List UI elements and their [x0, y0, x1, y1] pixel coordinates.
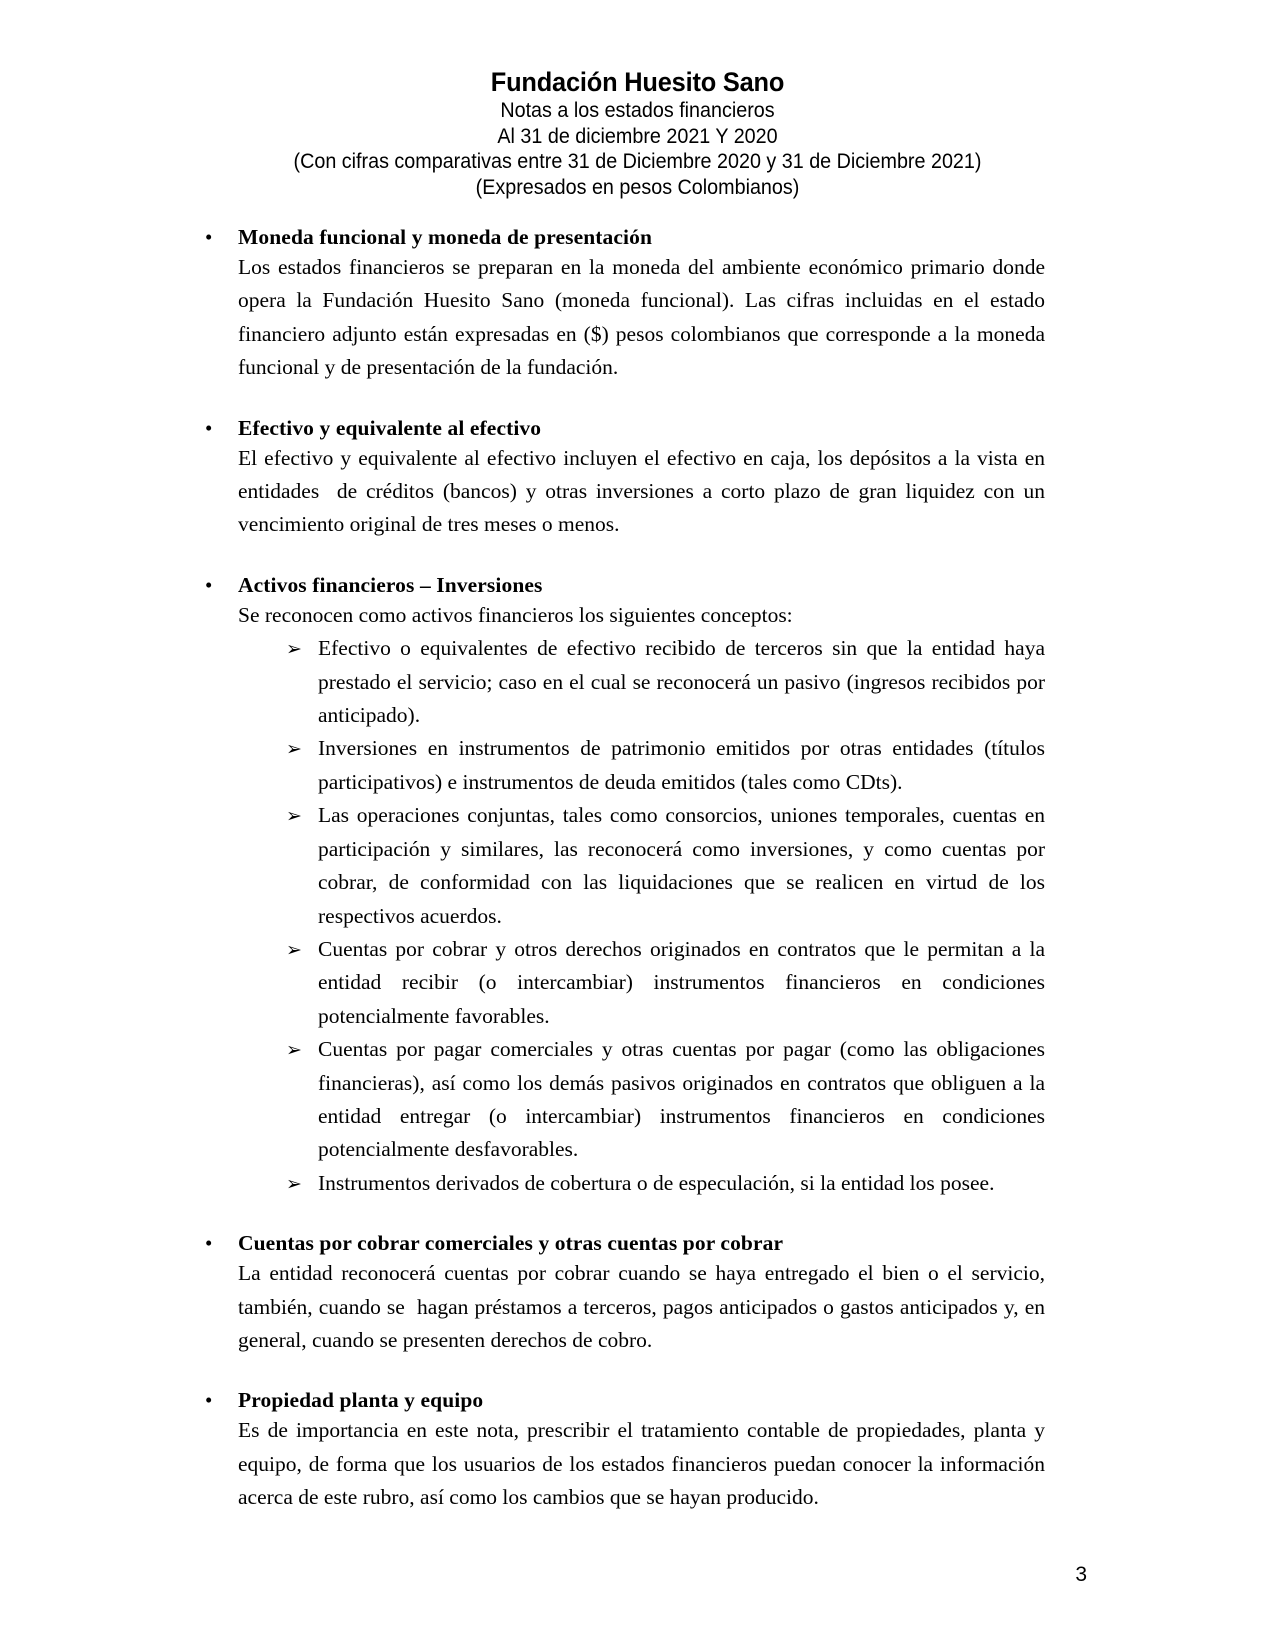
bullet-point-icon: •: [205, 1388, 213, 1413]
bullet-item: [0, 224, 1275, 385]
bullet-point-icon: •: [205, 572, 213, 597]
bullet-point-icon: •: [205, 1231, 213, 1256]
sub-bullet-list: [238, 632, 1051, 1200]
section-heading: Propiedad planta y equipo: [238, 1388, 484, 1413]
arrowhead-bullet-icon: ➢: [286, 1039, 302, 1062]
document-header: [0, 66, 1275, 200]
arrowhead-bullet-icon: ➢: [286, 1172, 302, 1195]
section-efectivo: [0, 415, 1275, 542]
section-heading: Activos financieros – Inversiones: [238, 572, 543, 597]
section-paragraph: Es de importancia en este nota, prescribir el tratamiento contable de propiedades, planta y equipo, de forma que los usuarios de los estados financieros puedan conocer la información acerca de este rubro, así como los cambios que se hayan producido.: [238, 1418, 1051, 1510]
arrowhead-bullet-icon: ➢: [286, 638, 302, 661]
spacer: [0, 385, 1275, 415]
spacer: [0, 1200, 1275, 1230]
bullet-item: [0, 1387, 1275, 1514]
section-paragraph: El efectivo y equivalente al efectivo incluyen el efectivo en caja, los depósitos a la vista en entidades de créditos (bancos) y otras inversiones a corto plazo de gran liquidez con un vencimiento original de tres meses o menos.: [238, 445, 1051, 537]
bullet-item: [0, 1230, 1275, 1357]
sub-bullet-item: [238, 632, 1051, 732]
arrowhead-bullet-icon: ➢: [286, 938, 302, 961]
header-subline-2: Al 31 de diciembre 2021 Y 2020: [497, 124, 778, 148]
sub-bullet-item: [238, 933, 1051, 1033]
spacer: [0, 542, 1275, 572]
section-moneda-funcional: [0, 224, 1275, 385]
header-subline-4: (Expresados en pesos Colombianos): [475, 175, 800, 199]
header-subline-3: (Con cifras comparativas entre 31 de Diciembre 2020 y 31 de Diciembre 2021): [293, 150, 982, 173]
sub-bullet-text: Las operaciones conjuntas, tales como consorcios, uniones temporales, cuentas en participación y similares, las reconocerá como inversiones, y como cuentas por cobrar, de conformidad con las liquidaciones que se realicen en virtud de los respectivos acuerdos.: [318, 803, 1051, 928]
sub-bullet-item: [238, 732, 1051, 799]
section-paragraph: La entidad reconocerá cuentas por cobrar cuando se haya entregado el bien o el servicio, también, cuando se hagan préstamos a terceros, pagos anticipados o gastos anticipados y, en general, cuando se presenten derechos de cobro.: [238, 1261, 1051, 1352]
spacer: [0, 1357, 1275, 1387]
section-activos-financieros: [0, 572, 1275, 1200]
arrowhead-bullet-icon: ➢: [286, 738, 302, 761]
bullet-point-icon: •: [205, 225, 213, 249]
section-heading: Moneda funcional y moneda de presentación: [238, 225, 653, 249]
section-heading: Cuentas por cobrar comerciales y otras cuentas por cobrar: [238, 1231, 784, 1256]
section-propiedad-planta-equipo: [0, 1387, 1275, 1514]
page-number: 3: [1075, 1563, 1087, 1586]
page-title: Fundación Huesito Sano: [490, 67, 785, 97]
sub-bullet-text: Efectivo o equivalentes de efectivo recibido de terceros sin que la entidad haya prestado el servicio; caso en el cual se reconocerá un pasivo (ingresos recibidos por anticipado).: [318, 636, 1051, 728]
sub-bullet-text: Inversiones en instrumentos de patrimonio emitidos por otras entidades (títulos participativos) e instrumentos de deuda emitidos (tales como CDts).: [318, 736, 1051, 794]
document-body: [0, 224, 1275, 1515]
bullet-point-icon: •: [205, 415, 213, 440]
sub-bullet-item: [238, 1167, 1045, 1200]
sub-bullet-item: [238, 799, 1051, 933]
arrowhead-bullet-icon: ➢: [286, 805, 302, 828]
sub-bullet-text: Cuentas por cobrar y otros derechos originados en contratos que le permitan a la entidad recibir (o intercambiar) instrumentos financieros en condiciones potencialmente favorables.: [318, 936, 1051, 1028]
header-subline-1: Notas a los estados financieros: [500, 99, 775, 122]
section-paragraph: Los estados financieros se preparan en la moneda del ambiente económico primario donde opera la Fundación Huesito Sano (moneda funcional). Las cifras incluidas en el estado financiero adjunto están expresadas en ($) pesos colombianos que corresponde a la moneda funcional y de presentación de la fundación.: [238, 255, 1051, 380]
sub-bullet-text: Instrumentos derivados de cobertura o de especulación, si la entidad los posee.: [318, 1170, 995, 1195]
bullet-item: [0, 572, 1275, 1200]
sub-bullet-text: Cuentas por pagar comerciales y otras cuentas por pagar (como las obligaciones financieras), así como los demás pasivos originados en contratos que obliguen a la entidad entregar (o intercambiar) instrumentos financieros en condiciones potencialmente desfavorables.: [318, 1037, 1051, 1162]
section-paragraph: Se reconocen como activos financieros los siguientes conceptos:: [238, 602, 793, 627]
bullet-item: [0, 415, 1275, 542]
sub-bullet-item: [238, 1033, 1051, 1167]
section-heading: Efectivo y equivalente al efectivo: [238, 415, 542, 440]
section-cuentas-por-cobrar: [0, 1230, 1275, 1357]
